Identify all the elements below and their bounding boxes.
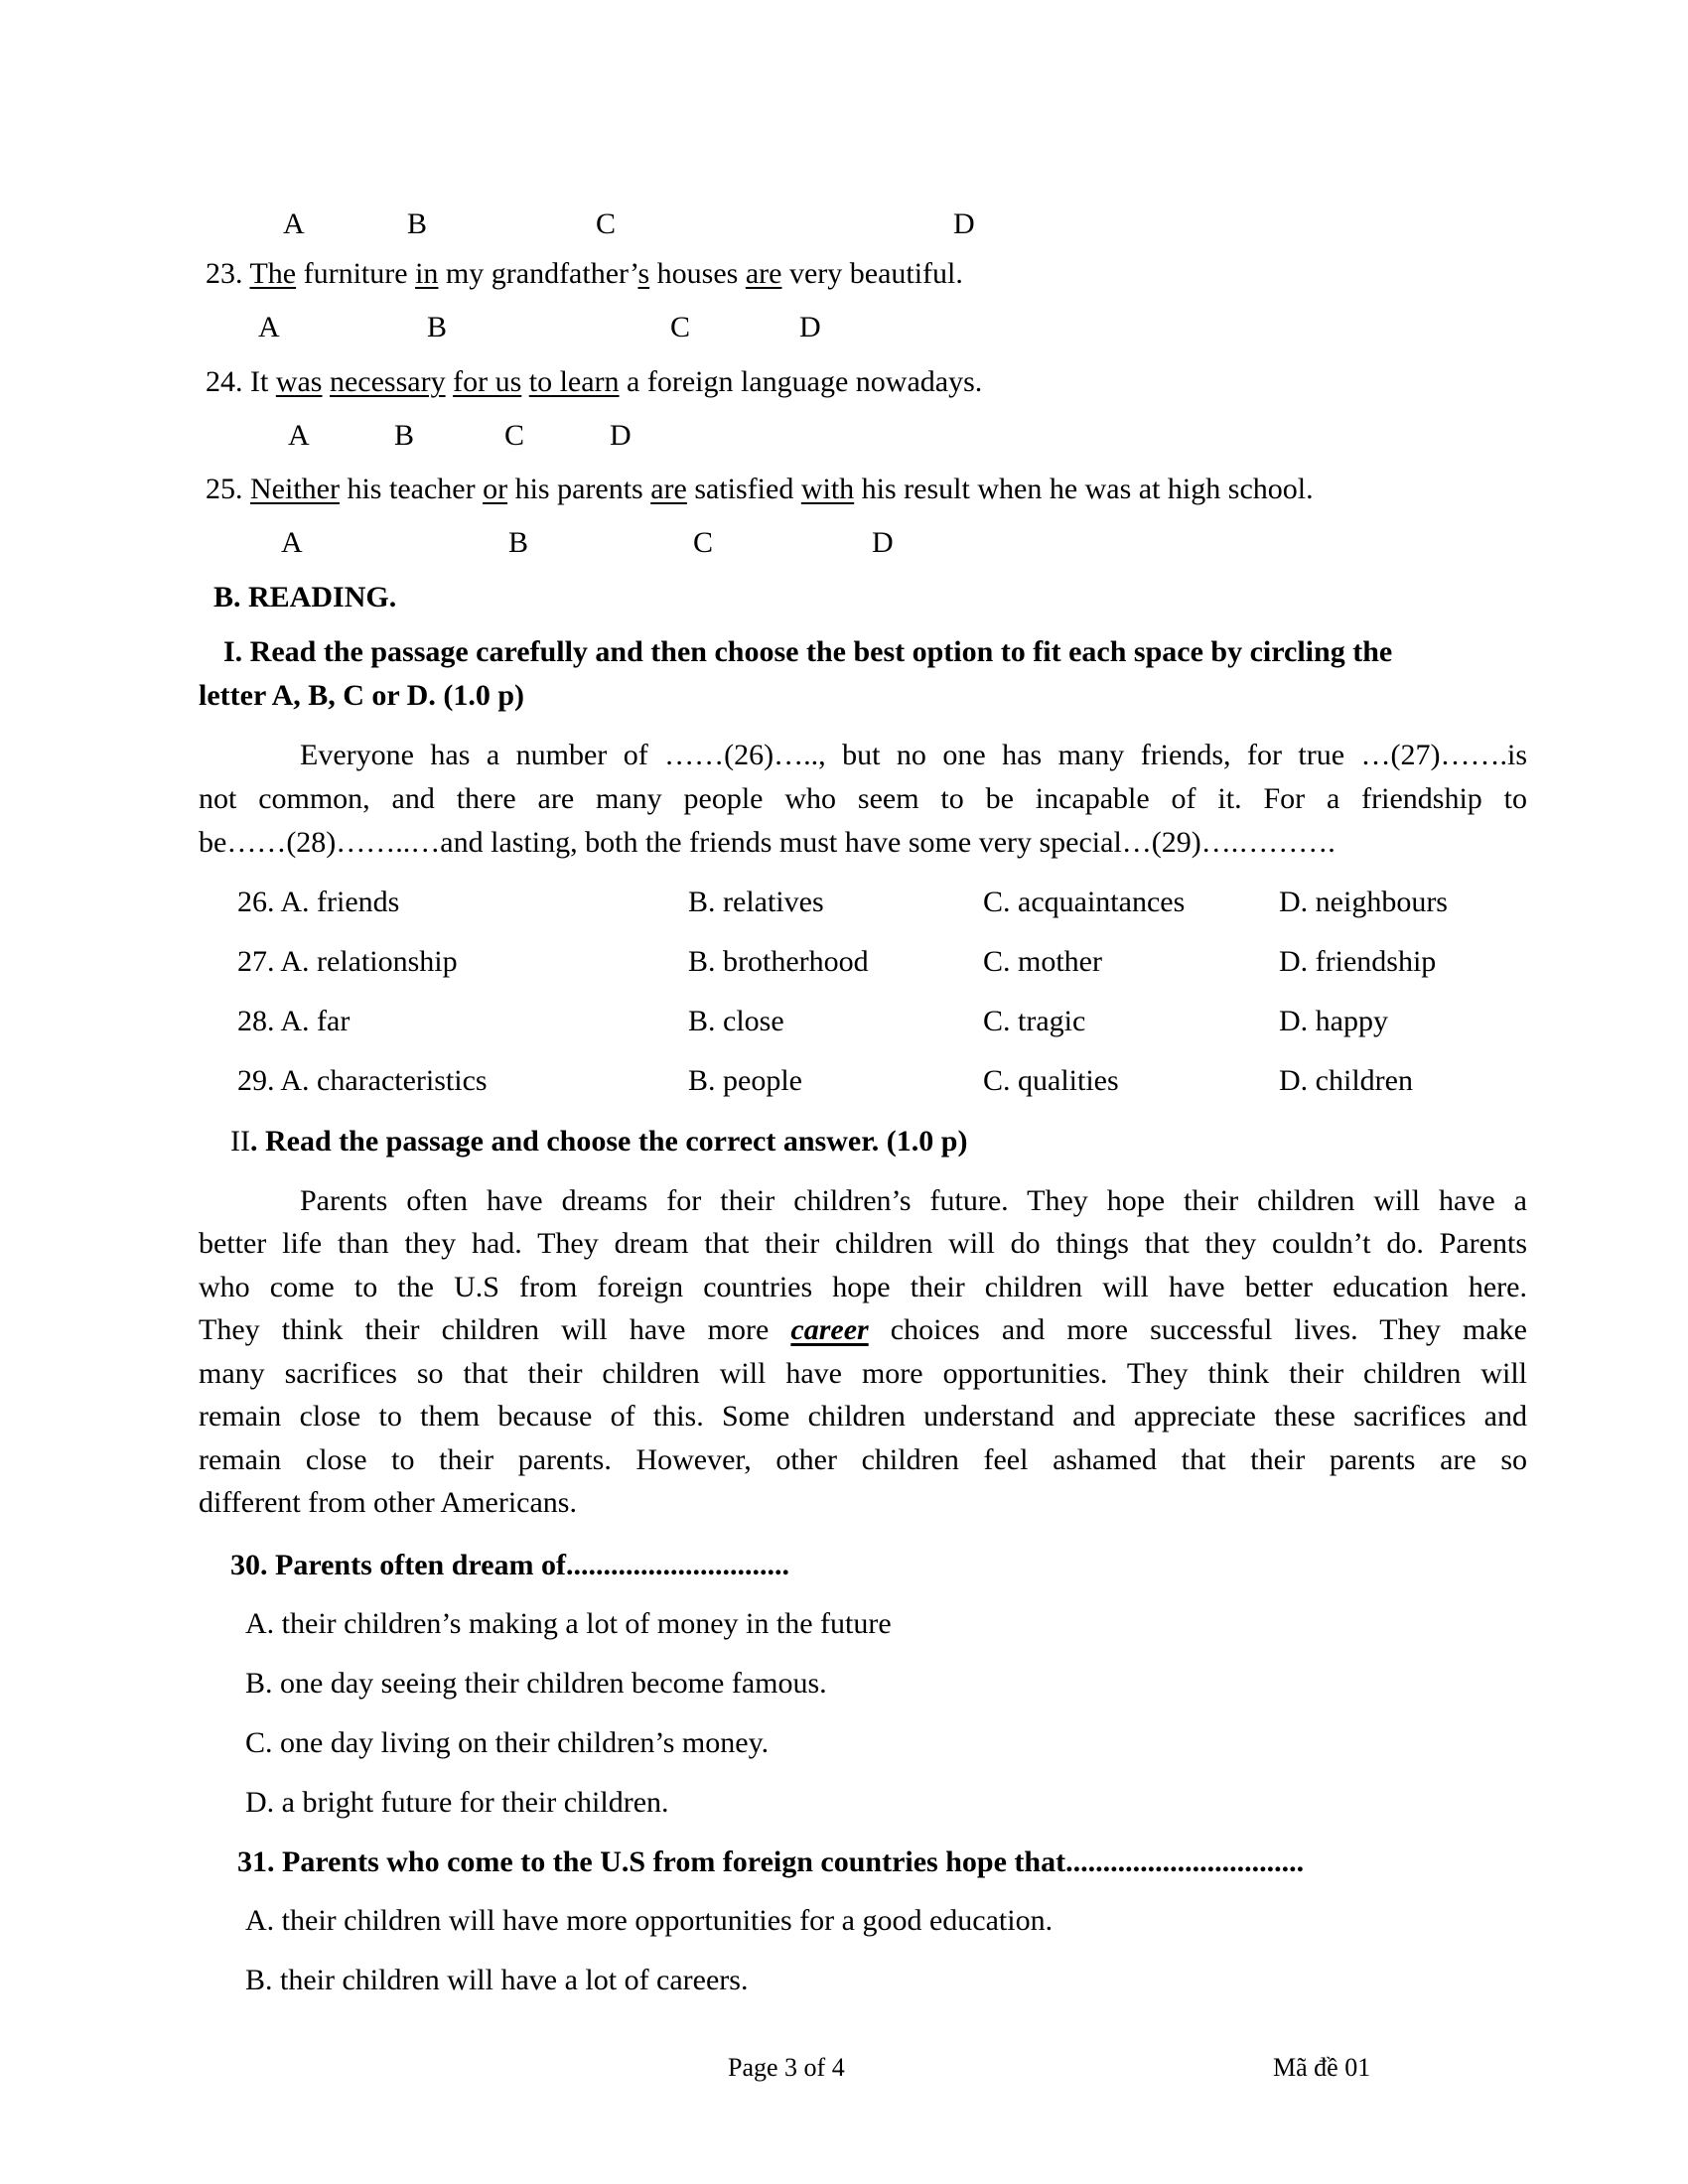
option-b[interactable]: B. people — [688, 1064, 802, 1097]
section-title-reading: B. READING. — [213, 581, 397, 614]
underlined-d: to learn — [528, 365, 620, 398]
passage-2-line: remain close to their parents. However, other children feel ashamed that their parents are so — [199, 1443, 1527, 1476]
letter-a: A — [288, 419, 310, 452]
text: his result when he was at high school. — [854, 473, 1314, 505]
option-c[interactable]: C. qualities — [983, 1064, 1119, 1097]
text — [322, 365, 330, 398]
passage-2-line: Parents often have dreams for their children’s future. They hope their children will have a — [300, 1184, 1527, 1217]
letter-a: A — [281, 526, 303, 559]
passage-2-line: who come to the U.S from foreign countries hope their children will have better education here. — [199, 1271, 1527, 1303]
letter-a: A — [283, 207, 305, 240]
option-b[interactable]: B. close — [688, 1005, 784, 1037]
letter-d: D — [953, 207, 975, 240]
part2-number: II — [230, 1125, 250, 1158]
question-30-stem: 30. Parents often dream of.............................. — [230, 1549, 789, 1581]
passage-2-line: different from other Americans. — [199, 1486, 577, 1519]
part2-instruction-text: . Read the passage and choose the correct answer. (1.0 p) — [249, 1125, 968, 1158]
letter-c: C — [670, 311, 691, 343]
text: houses — [649, 257, 746, 290]
passage-2-line: remain close to them because of this. Some children understand and appreciate these sacrifices and — [199, 1400, 1527, 1433]
text: his parents — [507, 473, 651, 505]
underlined-d: with — [800, 473, 855, 505]
underlined-d: are — [745, 257, 782, 290]
text: choices and more successful lives. They make — [868, 1313, 1527, 1346]
letter-d: D — [872, 526, 894, 559]
option-d[interactable]: D. a bright future for their children. — [245, 1786, 669, 1819]
text: satisfied — [686, 473, 801, 505]
part2-instruction — [230, 1124, 967, 1160]
question-24 — [206, 364, 982, 400]
text: a foreign language nowadays. — [619, 365, 983, 398]
letter-b: B — [427, 311, 448, 343]
letter-d: D — [610, 419, 632, 452]
option-c[interactable]: C. acquaintances — [983, 886, 1186, 918]
option-d[interactable]: D. children — [1279, 1064, 1413, 1097]
option-d[interactable]: D. neighbours — [1279, 886, 1448, 918]
passage-1-line: Everyone has a number of ……(26)….., but no one has many friends, for true …(27)…….is — [300, 739, 1527, 771]
letter-b: B — [508, 526, 529, 559]
question-number: 24. — [206, 365, 250, 398]
keyword-career: career — [790, 1313, 869, 1346]
passage-2-line: many sacrifices so that their children will have more opportunities. They think their children will — [199, 1357, 1527, 1390]
underlined-c: for us — [453, 365, 522, 398]
option-a[interactable]: 28. A. far — [237, 1005, 351, 1037]
option-a[interactable]: A. their children will have more opportunities for a good education. — [245, 1904, 1054, 1937]
letter-b: B — [407, 207, 428, 240]
text — [446, 365, 454, 398]
option-d[interactable]: D. friendship — [1279, 945, 1437, 978]
option-b[interactable]: B. one day seeing their children become famous. — [245, 1667, 827, 1700]
part1-instruction-line1: I. Read the passage carefully and then choose the best option to fit each space by circling the — [223, 635, 1393, 668]
text: furniture — [296, 257, 416, 290]
text: It — [250, 365, 276, 398]
question-number: 23. — [206, 257, 250, 290]
underlined-a: Neither — [250, 473, 340, 505]
underlined-b: in — [415, 257, 439, 290]
letter-c: C — [596, 207, 617, 240]
option-a[interactable]: 29. A. characteristics — [237, 1064, 488, 1097]
text: They think their children will have more — [199, 1313, 791, 1346]
question-31-stem: 31. Parents who come to the U.S from foreign countries hope that................................ — [237, 1845, 1305, 1878]
letter-c: C — [693, 526, 714, 559]
page-number: Page 3 of 4 — [728, 2053, 845, 2082]
letter-b: B — [394, 419, 415, 452]
passage-2-line: better life than they had. They dream that their children will do things that they couldn’t do. Parents — [199, 1227, 1527, 1260]
part1-instruction-line2: letter A, B, C or D. (1.0 p) — [199, 679, 525, 712]
underlined-a: was — [275, 365, 323, 398]
text: his teacher — [339, 473, 484, 505]
passage-1-line: not common, and there are many people who seem to be incapable of it. For a friendship to — [199, 782, 1527, 815]
passage-2-line — [199, 1312, 1527, 1348]
option-a[interactable]: 26. A. friends — [237, 886, 400, 918]
question-25 — [206, 472, 1314, 507]
underlined-a: The — [249, 257, 297, 290]
text: very beautiful. — [781, 257, 963, 290]
letter-a: A — [258, 311, 280, 343]
option-b[interactable]: B. their children will have a lot of careers. — [245, 1964, 749, 1996]
option-b[interactable]: B. brotherhood — [688, 945, 869, 978]
option-c[interactable]: C. tragic — [983, 1005, 1086, 1037]
option-a[interactable]: A. their children’s making a lot of money in the future — [245, 1607, 892, 1640]
question-23 — [206, 256, 963, 292]
text — [521, 365, 529, 398]
underlined-b: or — [483, 473, 508, 505]
underlined-c: s — [637, 257, 650, 290]
question-number: 25. — [206, 473, 250, 505]
underlined-b: necessary — [329, 365, 446, 398]
option-a[interactable]: 27. A. relationship — [237, 945, 458, 978]
option-c[interactable]: C. one day living on their children’s money. — [245, 1726, 770, 1759]
letter-d: D — [799, 311, 821, 343]
option-d[interactable]: D. happy — [1279, 1005, 1388, 1037]
passage-1-line: be……(28)……..…and lasting, both the friends must have some very special…(29)….………. — [199, 826, 1336, 859]
option-c[interactable]: C. mother — [983, 945, 1102, 978]
exam-code: Mã đề 01 — [1273, 2053, 1371, 2082]
text: my grandfather’ — [438, 257, 638, 290]
underlined-c: are — [650, 473, 687, 505]
option-b[interactable]: B. relatives — [688, 886, 824, 918]
letter-c: C — [504, 419, 525, 452]
